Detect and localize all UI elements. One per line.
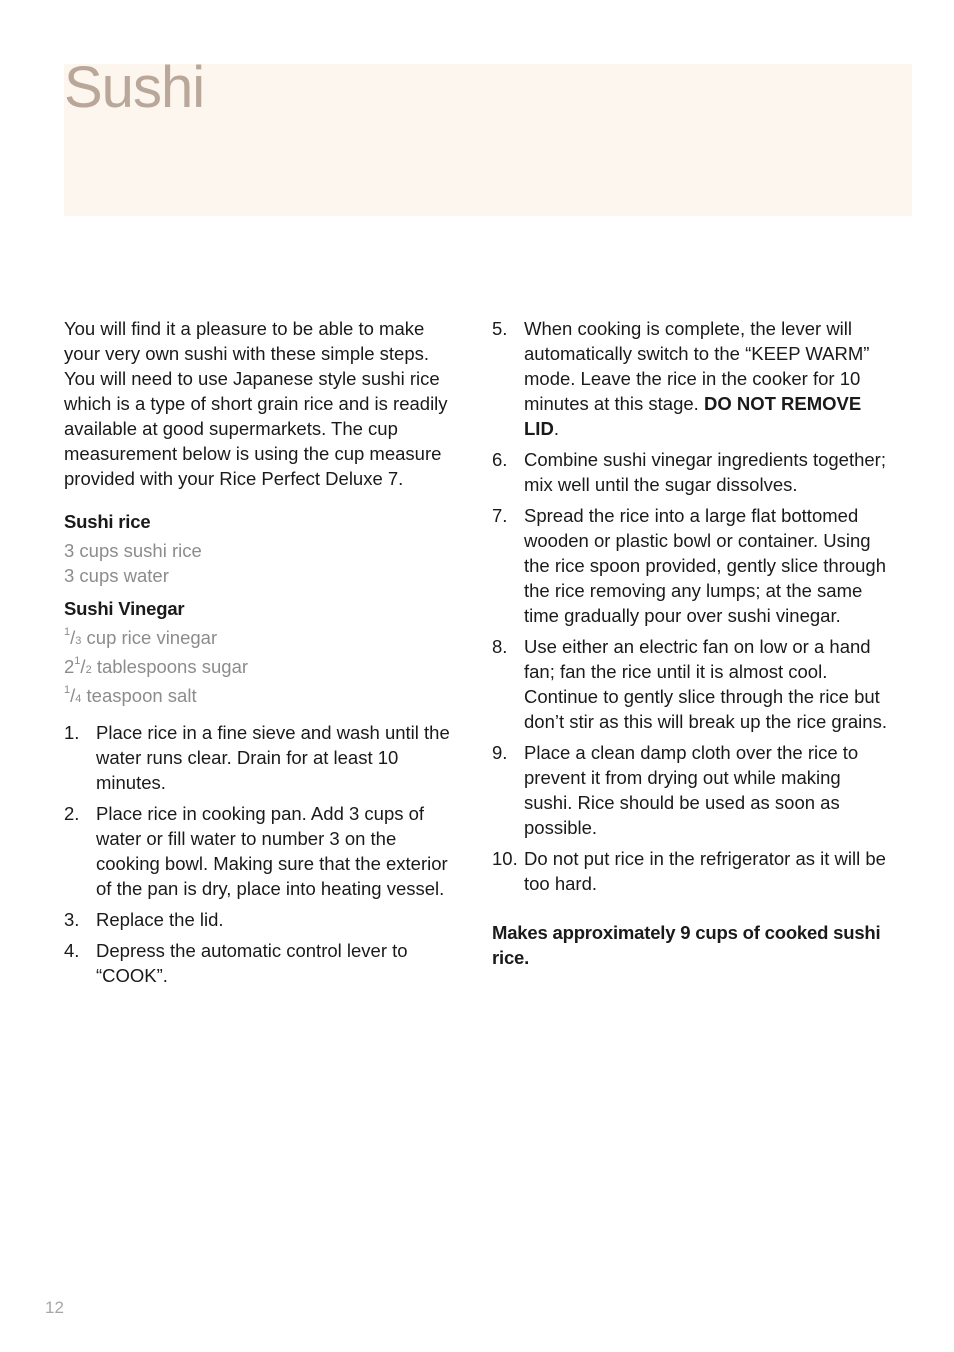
step-item: 9. Place a clean damp cloth over the rice to prevent it from drying out while making sushi. Rice should be used as soon as possible. [492,742,859,838]
ingredient-item: $2^1/2$ tablespoons sugar [64,655,249,677]
step-item: 10. Do not put rice in the refrigerator as it will be too hard. [492,848,886,894]
yield-note: Makes approximately 9 cups of cooked sushi rice. [492,922,881,968]
page-number: 12 [45,1298,64,1317]
step-item: 5. When cooking is complete, the lever will automatically switch to the “KEEP WARM” mode. Leave the rice in the cooker for 10 minutes at this stage. DO NOT REMOVE LID. [492,318,870,439]
warning-text: DO NOT REMOVE LID [524,393,862,439]
intro-paragraph: You will find it a pleasure to be able to make your very own sushi with these simple steps. You will need to use Japanese style sushi rice which is a type of short grain rice and is readily available at good supermarkets. The cup measurement below is using the cup measure provided with your Rice Perfect Deluxe 7. [64,318,448,489]
step-item: 1. Place rice in a fine sieve and wash until the water runs clear. Drain for at least 10 minutes. [64,722,450,793]
step-item: 6. Combine sushi vinegar ingredients together; mix well until the sugar dissolves. [492,449,886,495]
fraction-denominator: 4 [75,693,82,705]
right-column [492,316,892,970]
step-item: 3. Replace the lid. [64,909,224,930]
sushi-rice-ingredients [64,538,464,588]
steps-list-left [64,720,464,988]
step-item: 2. Place rice in cooking pan. Add 3 cups of water or fill water to number 3 on the cooking bowl. Making sure that the exterior of the pan is dry, place into heating vessel. [64,803,448,899]
ingredient-item: 3 cups sushi rice [64,540,202,561]
ingredient-item: $^1$/4 teaspoon salt [64,684,197,706]
fraction-denominator: 2 [85,664,92,676]
page-title: Sushi [64,55,205,120]
fraction-numerator: 1 [64,626,71,638]
sushi-vinegar-heading: Sushi Vinegar [64,598,185,619]
fraction-numerator: 1 [64,684,71,696]
steps-list-right [492,316,892,896]
step-item: 4. Depress the automatic control lever to “COOK”. [64,940,408,986]
fraction-numerator: 1 [74,655,81,667]
step-item: 8. Use either an electric fan on low or a hand fan; fan the rice until it is almost cool. Continue to gently slice through the rice but don’t stir as this will break up the rice grains. [492,636,887,732]
ingredient-item: 3 cups water [64,565,169,586]
left-column [64,316,464,994]
sushi-vinegar-ingredients [64,625,464,712]
fraction-denominator: 3 [75,635,82,647]
sushi-rice-heading: Sushi rice [64,511,151,532]
ingredient-item: $^1$/3 cup rice vinegar [64,626,218,648]
step-item: 7. Spread the rice into a large flat bottomed wooden or plastic bowl or container. Using the rice spoon provided, gently slice through the rice removing any lumps; at the same time gradually pour over sushi vinegar. [492,505,886,626]
